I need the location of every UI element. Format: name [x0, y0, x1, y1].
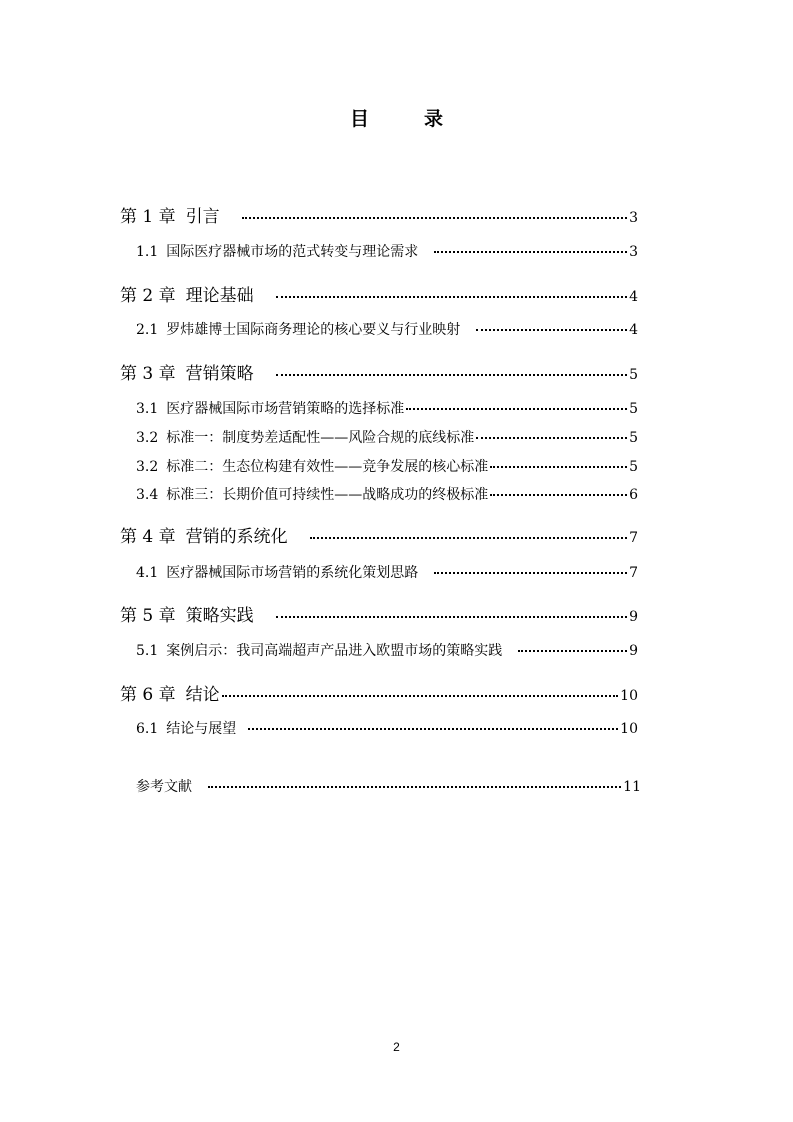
entry-title: 参考文献 — [136, 779, 192, 795]
entry-number: 第 3 章 — [120, 364, 176, 384]
dot-leader — [248, 727, 618, 730]
entry-page-number: 5 — [629, 430, 638, 446]
entry-page-number: 5 — [629, 401, 638, 417]
toc-entry-chapter-5[interactable] — [120, 601, 638, 626]
toc-entry-section-3-2a[interactable] — [136, 427, 638, 447]
entry-page-number: 11 — [623, 779, 641, 795]
toc-entry-chapter-6[interactable] — [120, 680, 638, 705]
entry-title: 理论基础 — [185, 286, 254, 306]
dot-leader — [276, 615, 627, 618]
toc-entry-chapter-2[interactable] — [120, 281, 638, 306]
toc-entry-chapter-1[interactable] — [120, 202, 638, 227]
entry-title: 营销的系统化 — [185, 527, 288, 547]
entry-title: 国际医疗器械市场的范式转变与理论需求 — [166, 244, 419, 260]
dot-leader — [434, 571, 627, 574]
entry-number: 第 2 章 — [120, 286, 176, 306]
toc-title: 目 录 — [349, 108, 461, 130]
toc-entry-section-1-1[interactable] — [136, 241, 638, 261]
toc-entry-section-3-2b[interactable] — [136, 456, 638, 476]
dot-leader — [434, 250, 627, 253]
entry-number: 3.2 — [136, 430, 159, 446]
entry-page-number: 4 — [629, 322, 638, 338]
toc-entry-section-3-4[interactable] — [136, 484, 638, 504]
dot-leader — [242, 216, 627, 219]
dot-leader — [276, 295, 627, 298]
entry-number: 3.2 — [136, 459, 159, 475]
entry-number: 6.1 — [136, 721, 159, 737]
entry-number: 第 4 章 — [120, 527, 176, 547]
entry-page-number: 7 — [629, 565, 638, 581]
entry-page-number: 9 — [629, 643, 638, 659]
dot-leader — [490, 493, 627, 496]
entry-title: 标准三：长期价值可持续性——战略成功的终极标准 — [166, 487, 489, 503]
entry-page-number: 6 — [629, 487, 638, 503]
entry-page-number: 7 — [629, 530, 638, 546]
dot-leader — [310, 536, 627, 539]
entry-page-number: 9 — [629, 609, 638, 625]
toc-entry-section-4-1[interactable] — [136, 562, 638, 582]
entry-page-number: 3 — [629, 244, 638, 260]
footer-page-number: 2 — [393, 1040, 400, 1054]
entry-page-number: 3 — [629, 210, 638, 226]
entry-number: 5.1 — [136, 643, 159, 659]
toc-entry-references[interactable] — [136, 776, 641, 796]
entry-title: 标准一：制度势差适配性——风险合规的底线标准 — [166, 430, 475, 446]
dot-leader — [276, 373, 627, 376]
entry-number: 3.1 — [136, 401, 159, 417]
toc-entry-section-5-1[interactable] — [136, 640, 638, 660]
dot-leader — [518, 649, 627, 652]
entry-title: 引言 — [185, 207, 220, 227]
entry-page-number: 4 — [629, 289, 638, 305]
entry-number: 第 1 章 — [120, 207, 176, 227]
toc-entry-section-2-1[interactable] — [136, 319, 638, 339]
dot-leader — [222, 694, 619, 697]
entry-page-number: 10 — [620, 721, 638, 737]
entry-title: 标准二：生态位构建有效性——竞争发展的核心标准 — [166, 459, 489, 475]
entry-page-number: 5 — [629, 367, 638, 383]
dot-leader — [406, 407, 627, 410]
toc-entry-chapter-3[interactable] — [120, 359, 638, 384]
toc-entry-section-3-1[interactable] — [136, 398, 638, 418]
entry-title: 营销策略 — [185, 364, 254, 384]
dot-leader — [490, 465, 627, 468]
entry-title: 案例启示：我司高端超声产品进入欧盟市场的策略实践 — [166, 643, 503, 659]
toc-entry-section-6-1[interactable] — [136, 718, 638, 738]
entry-number: 3.4 — [136, 487, 159, 503]
dot-leader — [208, 785, 621, 788]
entry-page-number: 5 — [629, 459, 638, 475]
entry-number: 2.1 — [136, 322, 159, 338]
entry-number: 1.1 — [136, 244, 159, 260]
entry-number: 第 5 章 — [120, 606, 176, 626]
entry-title: 结论与展望 — [166, 721, 237, 737]
dot-leader — [476, 436, 627, 439]
dot-leader — [476, 328, 627, 331]
toc-entry-chapter-4[interactable] — [120, 522, 638, 547]
entry-number: 4.1 — [136, 565, 159, 581]
entry-page-number: 10 — [620, 688, 638, 704]
entry-title: 医疗器械国际市场营销策略的选择标准 — [166, 401, 405, 417]
entry-title: 结论 — [185, 685, 220, 705]
entry-title: 医疗器械国际市场营销的系统化策划思路 — [166, 565, 419, 581]
entry-title: 罗炜雄博士国际商务理论的核心要义与行业映射 — [166, 322, 461, 338]
entry-title: 策略实践 — [185, 606, 254, 626]
entry-number: 第 6 章 — [120, 685, 176, 705]
